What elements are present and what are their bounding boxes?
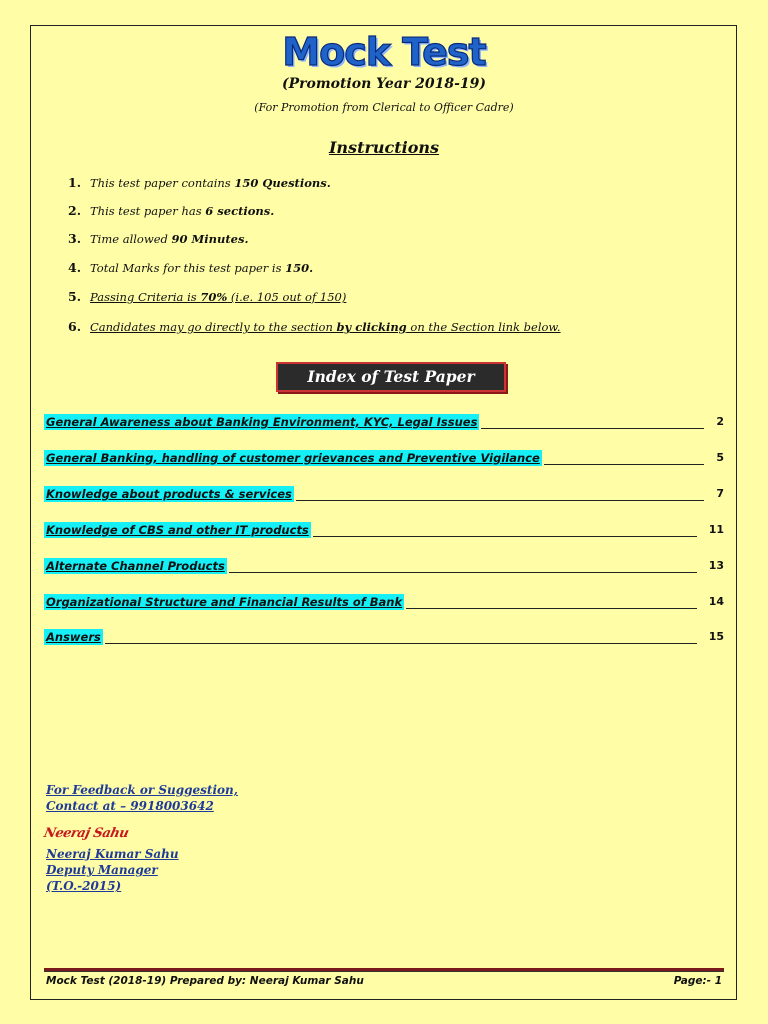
index-leader-line — [296, 500, 704, 501]
instructions-heading: Instructions — [328, 138, 440, 157]
author-name: Neeraj Kumar Sahu — [46, 847, 179, 861]
index-entry-link[interactable]: Knowledge of CBS and other IT products — [46, 523, 309, 537]
page-title: Mock Test — [282, 30, 486, 74]
instruction-item — [68, 203, 274, 218]
instruction-number: 3. — [68, 231, 82, 246]
instruction-text — [90, 176, 331, 190]
instruction-number: 6. — [68, 319, 82, 334]
index-entry-link[interactable]: Organizational Structure and Financial Results of Bank — [46, 595, 403, 609]
index-entry-link[interactable]: Knowledge about products & services — [46, 487, 292, 501]
index-page-number: 2 — [716, 415, 724, 428]
index-leader-line — [105, 643, 697, 644]
index-entry[interactable] — [44, 522, 724, 538]
index-entry[interactable] — [44, 594, 724, 610]
instruction-text — [90, 204, 274, 218]
index-leader-line — [313, 536, 697, 537]
page-subtitle-secondary: (For Promotion from Clerical to Officer Cadre) — [254, 101, 514, 114]
feedback-label: For Feedback or Suggestion, — [46, 783, 238, 797]
instruction-item — [68, 319, 561, 334]
index-entry-link[interactable]: Answers — [46, 630, 101, 644]
instruction-text-pre: Total Marks for this test paper is — [90, 261, 286, 275]
index-entry[interactable] — [44, 558, 724, 574]
author-to: (T.O.-2015) — [46, 879, 122, 893]
author-designation: Deputy Manager — [46, 863, 158, 877]
signature: Neeraj Sahu — [42, 826, 130, 841]
instruction-text — [90, 261, 313, 275]
index-page-number: 15 — [708, 630, 724, 643]
index-entry-link[interactable]: General Awareness about Banking Environment, KYC, Legal Issues — [46, 415, 478, 429]
instruction-text-pre: This test paper contains — [90, 176, 235, 190]
instruction-text-bold: 150 Questions. — [234, 176, 331, 190]
instruction-text — [90, 290, 346, 304]
footer-text: Mock Test (2018-19) Prepared by: Neeraj Kumar Sahu — [46, 975, 364, 987]
instruction-item — [68, 231, 248, 246]
index-page-number: 7 — [716, 487, 724, 500]
page-subtitle: (Promotion Year 2018-19) — [281, 76, 487, 92]
index-page-number: 14 — [708, 595, 724, 608]
instruction-text-bold: 150. — [285, 261, 314, 275]
instruction-text-bold: 70% — [200, 290, 228, 304]
page-number: Page:- 1 — [673, 975, 722, 987]
contact-phone[interactable]: Contact at – 9918003642 — [46, 799, 214, 813]
instruction-text-bold: 90 Minutes. — [171, 232, 249, 246]
index-page-number: 13 — [708, 559, 724, 572]
index-entry[interactable] — [44, 486, 724, 502]
index-entry[interactable] — [44, 414, 724, 430]
instruction-number: 5. — [68, 289, 82, 304]
index-leader-line — [229, 572, 697, 573]
index-entry-link[interactable]: General Banking, handling of customer grievances and Preventive Vigilance — [46, 451, 540, 465]
instruction-text — [90, 232, 248, 246]
index-entry-link[interactable]: Alternate Channel Products — [46, 559, 225, 573]
instruction-text-post: (i.e. 105 out of 150) — [227, 290, 347, 304]
instruction-text-post: on the Section link below. — [406, 320, 561, 334]
footer-divider — [44, 968, 724, 972]
index-leader-line — [406, 608, 697, 609]
instruction-text-pre: This test paper has — [90, 204, 206, 218]
index-entry[interactable] — [44, 629, 724, 645]
instruction-number: 2. — [68, 203, 82, 218]
index-heading: Index of Test Paper — [276, 362, 506, 392]
instruction-text-pre: Time allowed — [90, 232, 172, 246]
instruction-text-pre: Candidates may go directly to the section — [90, 320, 337, 334]
instruction-number: 4. — [68, 260, 82, 275]
index-leader-line — [544, 464, 705, 465]
instruction-item — [68, 289, 346, 304]
index-leader-line — [481, 428, 704, 429]
instruction-item — [68, 260, 313, 275]
instruction-text-pre: Passing Criteria is — [90, 290, 201, 304]
index-entry[interactable] — [44, 450, 724, 466]
instruction-text-bold: by clicking — [336, 320, 407, 334]
index-page-number: 11 — [708, 523, 724, 536]
instruction-text-bold: 6 sections. — [205, 204, 275, 218]
instruction-item — [68, 175, 331, 190]
index-page-number: 5 — [716, 451, 724, 464]
instruction-number: 1. — [68, 175, 82, 190]
instruction-text — [90, 320, 561, 334]
